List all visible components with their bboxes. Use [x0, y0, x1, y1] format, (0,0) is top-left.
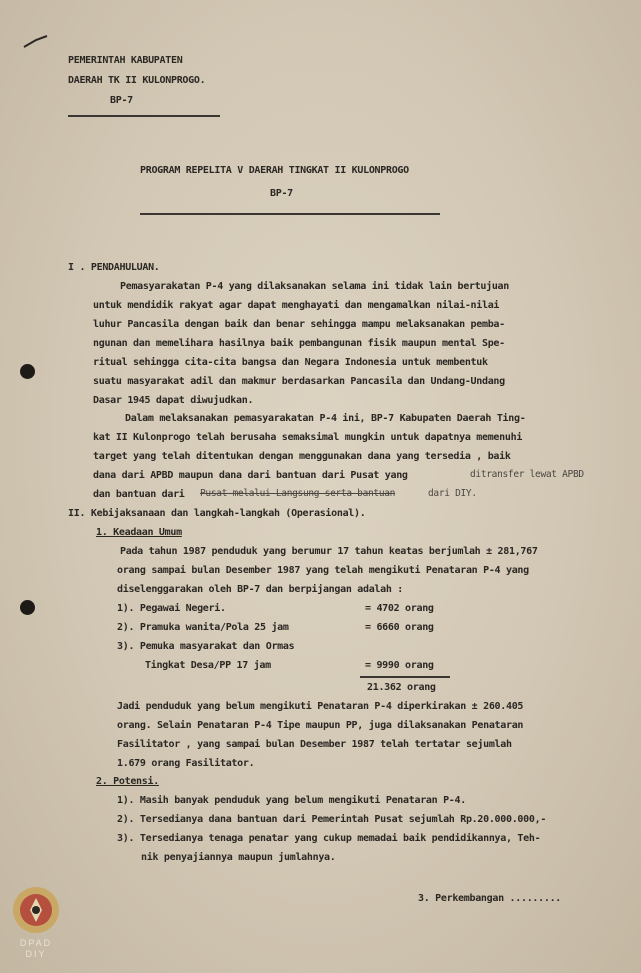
list-item-label: 2). Pramuka wanita/Pola 25 jam	[117, 622, 289, 633]
potensi-item: 3). Tersedianya tenaga penatar yang cukup memadai baik pendidikannya, Teh-	[117, 833, 541, 844]
struck-text: Pusat melalui Langsung serta bantuan	[200, 488, 396, 499]
page-subtitle: BP-7	[270, 188, 293, 199]
page-title: PROGRAM REPELITA V DAERAH TINGKAT II KULONPROGO	[140, 165, 409, 176]
potensi-item: 2). Tersedianya dana bantuan dari Pemerintah Pusat sejumlah Rp.20.000.000,-	[117, 814, 547, 825]
para2-last-b: dari DIY.	[428, 488, 477, 499]
list-item-value: = 9990 orang	[365, 660, 434, 671]
watermark-text-2: DIY	[25, 949, 47, 959]
handwritten-insert: ditransfer lewat APBD	[470, 469, 584, 480]
para2-line: Dalam melaksanakan pemasyarakatan P-4 ini, BP-7 Kabupaten Daerah Ting-	[125, 413, 526, 424]
punch-hole	[20, 364, 35, 379]
potensi-item: nik penyajiannya maupun jumlahnya.	[141, 852, 336, 863]
subsection-2-label: 2. Potensi.	[96, 776, 159, 787]
para1-line: Dasar 1945 dapat diwujudkan.	[93, 395, 254, 406]
para1-line: ritual sehingga cita-cita bangsa dan Negara Indonesia untuk membentuk	[93, 357, 488, 368]
para1-line: ngunan dan memelihara hasilnya baik pembangunan fisik maupun mental Spe-	[93, 338, 505, 349]
list-item-value: = 4702 orang	[365, 603, 434, 614]
para1-line: luhur Pancasila dengan baik dan benar sehingga mampu melaksanakan pemba-	[93, 319, 505, 330]
para1-line: Pemasyarakatan P-4 yang dilaksanakan selama ini tidak lain bertujuan	[120, 281, 509, 292]
para1-line: untuk mendidik rakyat agar dapat menghayati dan mengamalkan nilai-nilai	[93, 300, 500, 311]
sub1-para-line: orang sampai bulan Desember 1987 yang telah mengikuti Penataran P-4 yang	[117, 565, 529, 576]
potensi-item: 1). Masih banyak penduduk yang belum mengikuti Penataran P-4.	[117, 795, 466, 806]
list-item-label: 1). Pegawai Negeri.	[117, 603, 226, 614]
para1-line: suatu masyarakat adil dan makmur berdasarkan Pancasila dan Undang-Undang	[93, 376, 505, 387]
sub1-para2-line: 1.679 orang Fasilitator.	[117, 758, 255, 769]
continuation-note: 3. Perkembangan .........	[418, 893, 562, 904]
para2-last-a: dan bantuan dari	[93, 489, 185, 500]
sub1-para-line: diselenggarakan oleh BP-7 dan berpijangan adalah :	[117, 584, 404, 595]
sub1-para-line: Pada tahun 1987 penduduk yang berumur 17 tahun keatas berjumlah ± 281,767	[120, 546, 538, 557]
header-line-3: BP-7	[110, 95, 133, 106]
sum-rule	[360, 676, 450, 678]
subsection-1-label: 1. Keadaan Umum	[96, 527, 182, 538]
list-item-label: Tingkat Desa/PP 17 jam	[145, 660, 271, 671]
sub1-para2-line: orang. Selain Penataran P-4 Tipe maupun PP, juga dilaksanakan Penataran	[117, 720, 524, 731]
title-rule	[140, 213, 440, 215]
sub1-para2-line: Fasilitator , yang sampai bulan Desember 1987 telah tertatar sejumlah	[117, 739, 512, 750]
header-line-1: PEMERINTAH KABUPATEN	[68, 55, 183, 66]
pen-mark-icon	[22, 34, 50, 50]
section-1-heading: I . PENDAHULUAN.	[68, 262, 160, 273]
archive-logo	[10, 884, 62, 964]
header-line-2: DAERAH TK II KULONPROGO.	[68, 75, 206, 86]
list-item-label: 3). Pemuka masyarakat dan Ormas	[117, 641, 295, 652]
para2-line: target yang telah ditentukan dengan menggunakan dana yang tersedia , baik	[93, 451, 511, 462]
total-value: 21.362 orang	[367, 682, 436, 693]
watermark-text-1: DPAD	[19, 938, 53, 948]
archive-emblem-icon	[10, 884, 62, 936]
header-rule	[68, 115, 220, 117]
list-item-value: = 6660 orang	[365, 622, 434, 633]
sub1-para2-line: Jadi penduduk yang belum mengikuti Penataran P-4 diperkirakan ± 260.405	[117, 701, 524, 712]
para2-line: dana dari APBD maupun dana dari bantuan dari Pusat yang	[93, 470, 408, 481]
para2-line: kat II Kulonprogo telah berusaha semaksimal mungkin untuk dapatnya memenuhi	[93, 432, 523, 443]
section-2-heading: II. Kebijaksanaan dan langkah-langkah (Operasional).	[68, 508, 366, 519]
punch-hole	[20, 600, 35, 615]
